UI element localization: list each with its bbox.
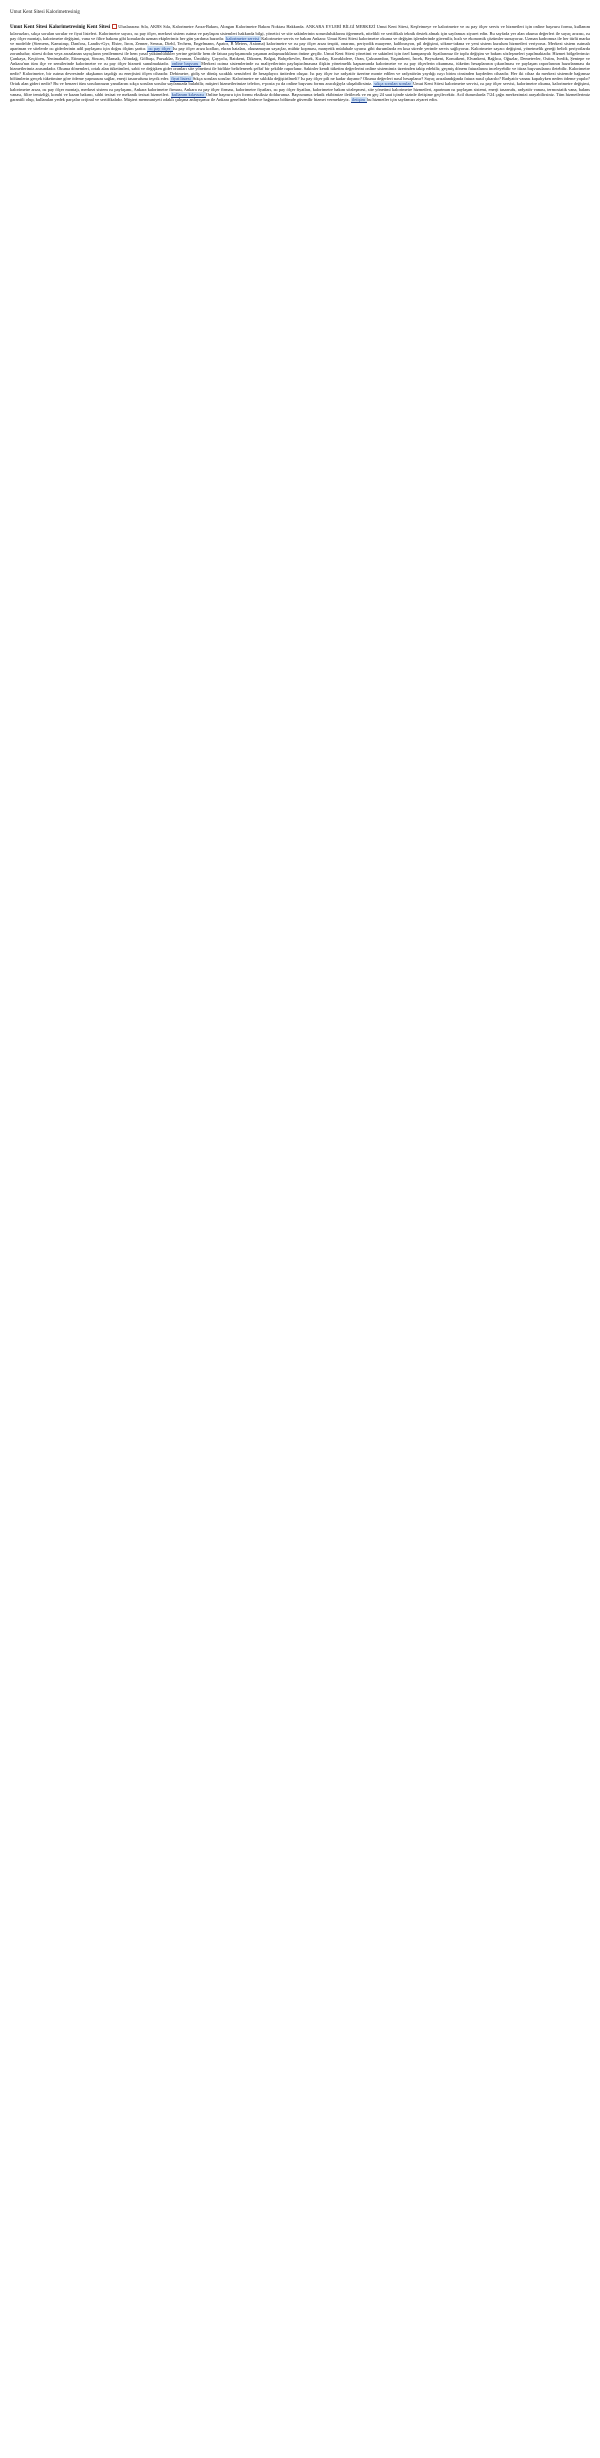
article-body <box>10 24 590 102</box>
link-online-basvuru[interactable]: online başvuru <box>171 61 201 67</box>
site-title: Umut Kent Sitesi Kalorimetresinig <box>10 10 80 15</box>
page <box>0 0 600 102</box>
article-paragraph: Isı pay ölçer arıza kodları, ekran hataları, okunamayan sayaçlar, mühür kopması, manyetik müdahale uyarısı gibi durumlarda en kısa sürede yerinde servis sağlıyoruz. Kalorimetre sayacı değişimi, yönetmelik gereği belirli periyotlarda zorunludur; süresi dolan veya arızalanan sayaçların yenilenmesi ile hem yasal yükümlülükler yerine getirilir hem de fatura paylaşımında yaşanan anlaşmazlıkların önüne geçilir. Umut Kent Sitesi yönetimi ve sakinleri için özel kampanyalı fiyatlarımız ile toplu değişim ve bakım sözleşmeleri yapılmaktadır. <box>10 46 590 57</box>
footer-line: bu hizmetler için sayfamızı ziyaret edin. <box>367 96 438 102</box>
article-paragraph: Kalorimetre nedir? Kalorimetre, bir ısıtma devresinde akışkanın taşıdığı ısı enerjisini ölçen cihazdır. Debimetre, gidiş ve dönüş sıcaklık sensörleri ile hesaplayıcı üniteden oluşur. Isı pay ölçer ise radyatör üzerine monte edilen ve radyatörün yaydığı ısıyı birim cinsinden kaydeden cihazdır. Her iki cihaz da merkezi sistemde bağımsız bölümlerin gerçek tüketimine göre ödeme yapmasını sağlar, enerji tasarrufunu teşvik eder. <box>10 66 590 82</box>
article-paragraph: Merkezi ısıtma sistemlerinde ısı maliyetlerinin paylaştırılmasına ilişkin yönetmelik kapsamında kalorimetre ve ısı pay ölçerlerin okunması, tüketim hesaplarının çıkarılması ve paylaşım raporlarının hazırlanması da hizmetlerimiz arasındadır. Okuma dönemleri, ortak alan tüketimleri, sabit ve değişken gider oranları site yönetimi ile birlikte belirlenerek şeffaf bir şekilde raporlanır. Sakinler kendi tüketim değerlerini online sistemimiz üzerinden takip edebilir, geçmiş dönem faturalarını inceleyebilir ve itiraz başvurularını iletebilir. <box>10 61 590 72</box>
logo-icon <box>112 24 117 29</box>
link-iletisim[interactable]: iletişim <box>351 96 367 102</box>
article-paragraph: Online başvuru için formu eksiksiz doldurunuz. Başvurunuz teknik ekibimize iletilecek ve en geç 24 saat içinde sizinle iletişime geçilecektir. Acil durumlarda 7/24 çağrı merkezimizi arayabilirsiniz. Tüm hizmetlerimiz garantili olup, kullanılan yedek parçalar orijinal ve sertifikalıdır. Müşteri memnuniyeti odaklı çalışma anlayışımız ile Ankara genelinde binlerce bağımsız bölümde güvenilir hizmet vermekteyiz. <box>10 91 590 102</box>
link-sss[interactable]: sıkça sorulan sorular <box>374 81 413 87</box>
link-kalorimetre-servisi[interactable]: kalorimetre servisi <box>226 36 261 42</box>
article-paragraph: Kalorimetre servis ve bakım Ankara: Umut Kent Sitesi kalorimetre okuma ve değişim işlemlerinde güvenilir, hızlı ve ekonomik çözümler sunuyoruz. Uzman kadromuz ile her türlü marka ve modelde (Siemens, Kamstrup, Danfoss, Landis+Gyr, Elster, Itron, Zenner, Sensus, Diehl, Techem, Engelmann, Apator, B Meters, Axioma) kalorimetre ve ısı pay ölçer arıza tespiti, onarımı, periyodik muayene, kalibrasyon, pil değişimi, sökme-takma ve yeni sistem kurulum hizmetleri veriyoruz. Merkezi sistem ısıtmalı apartman ve sitelerde ısı giderlerinin adil paylaşımı için doğru ölçüm şarttır. <box>10 36 590 52</box>
article-paragraph: Uluslararası Sıla, AKBS Sıla, Kalorimetre Arıza-Bakım, Alıngan Kalorimetre Bakım Noktası Hakkında. ANKARA EVLERİ BİLGİ MERKEZİ Umut Kent Sitesi, Keşfetmeye ve kalorimetre ve ısı pay ölçer servis ve hizmetleri için online başvuru formu, kullanım kılavuzları, sıkça sorulan sorular ve fiyat listeleri. Kalorimetre sayacı, ısı pay ölçer, merkezi sistem ısıtma ve paylaşım sistemleri hakkında bilgi, yönetici ve site sakinlerinin sorumluluklarını öğrenmek, nitelikli ve sertifikalı teknik destek almak için sayfamızı ziyaret edin. Bu sayfada yer alan okuma değerleri ile sayaç arızası, ısı pay ölçer montajı, kalorimetre değişimi, vana ve filtre bakımı gibi konularda uzman ekiplerimiz her gün yardıma hazırdır. <box>10 24 590 42</box>
link-kullanim-kilavuzu[interactable]: kullanım kılavuzu <box>171 91 205 97</box>
article-paragraph: Sıkça sorulan sorular: Kalorimetre ne sıklıkla değiştirilmeli? Isı pay ölçer pili ne kadar dayanır? Okuma değerleri nasıl hesaplanır? Sayaç arızalandığında fatura nasıl çıkarılır? Radyatör vanası kapalıyken neden ödeme yapılır? Ortak alan gideri nedir? Bu ve benzeri tüm sorularınızın yanıtlarını sıkça sorulan sorular sayfamızda bulabilir, müşteri hizmetlerimize telefon, e-posta ya da online başvuru formu aracılığıyla ulaşabilirsiniz. <box>10 76 590 87</box>
article-headline: Umut Kent Sitesi Kalorimetresinig Kent Sitesi <box>10 25 112 30</box>
link-fiyat-listesi[interactable]: fiyat listesi <box>171 76 192 82</box>
article-paragraph: Umut Kent Sitesi kalorimetre servisi, ısı pay ölçer servisi, kalorimetre okuma, kalorimetre değişimi, kalorimetre arıza, ısı pay ölçer montajı, merkezi sistem ısı paylaşımı, Ankara kalorimetre firması, Ankara ısı pay ölçer firması, kalorimetre fiyatları, ısı pay ölçer fiyatları, kalorimetre bakım sözleşmesi, site yönetimi kalorimetre hizmetleri, apartman ısı paylaşım sistemi, enerji tasarrufu, radyatör vanası, termostatik vana, balans vanası, filtre temizliği, kombi ve kazan bakımı, sıhhi tesisat ve mekanik tesisat hizmetleri. <box>10 81 591 97</box>
link-isi-pay-olcer[interactable]: ısı pay ölçer <box>148 46 172 52</box>
article-paragraph: Hizmet bölgelerimiz: Çankaya, Keçiören, Yenimahalle, Etimesgut, Sincan, Mamak, Altındağ, Gölbaşı, Pursaklar, Eryaman, Ümitköy, Çayyolu, Batıkent, Dikmen, Balgat, Bahçelievler, Emek, Kızılay, Kavaklıdere, Oran, Çukurambar, Yaşamkent, İncek, Beysukent, Konutkent, Elvankent, Bağlıca, Oğuzlar, Demetevler, Ostim, Ivedik, Şentepe ve Ankara'nın tüm ilçe ve semtlerinde kalorimetre ve ısı pay ölçer hizmeti sunulmaktadır. <box>10 51 590 67</box>
